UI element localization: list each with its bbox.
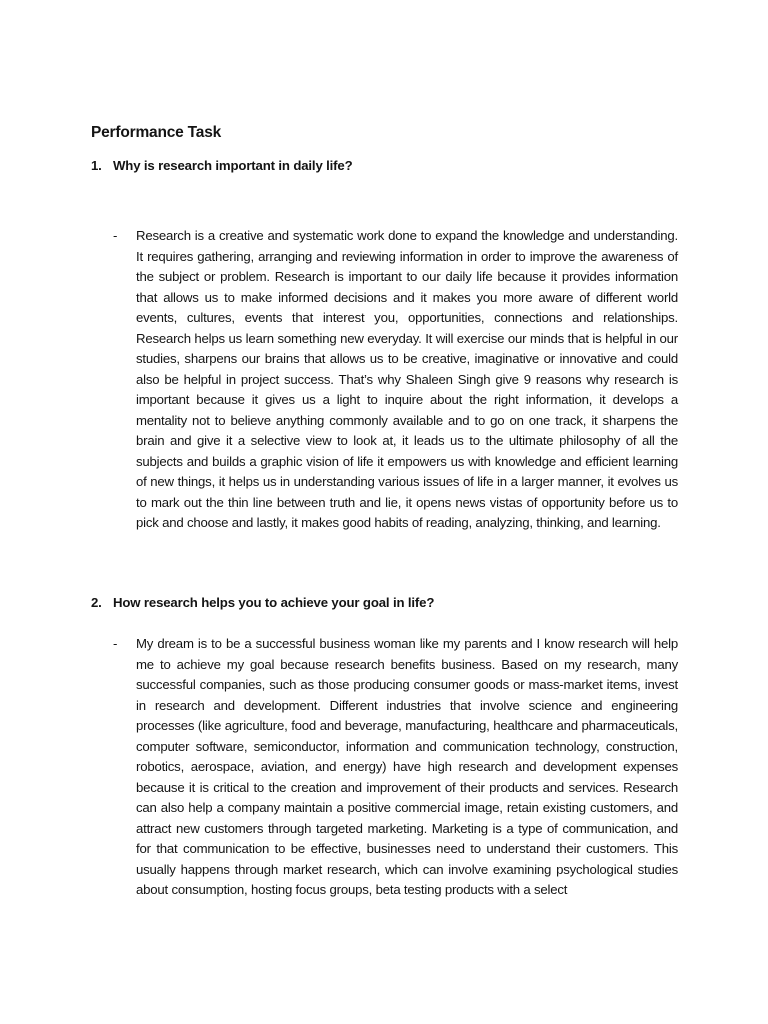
answer-2	[113, 634, 678, 901]
question-1	[91, 158, 353, 173]
question-text: Why is research important in daily life?	[113, 158, 353, 173]
question-number: 1.	[91, 158, 102, 173]
question-2	[91, 595, 434, 610]
question-text: How research helps you to achieve your goal in life?	[113, 595, 435, 610]
answer-1	[113, 226, 678, 534]
question-number: 2.	[91, 595, 102, 610]
answer-paragraph: My dream is to be a successful business woman like my parents and I know research will help me to achieve my goal because research benefits business. Based on my research, many successful companies, such as those producing consumer goods or mass-market items, invest in research and development. Different industries that involve science and engineering processes (like agriculture, food and beverage, manufacturing, healthcare and pharmaceuticals, computer software, semiconductor, information and communication technology, construction, robotics, aerospace, aviation, and energy) have high research and development expenses because it is critical to the creation and improvement of their products and services. Research can also help a company maintain a positive commercial image, retain existing customers, and attract new customers through targeted marketing. Marketing is a type of communication, and for that communication to be effective, businesses need to understand their customers. This usually happens through market research, which can involve examining psychological studies about consumption, hosting focus groups, beta testing products with a select	[136, 636, 678, 897]
bullet-dash: -	[113, 636, 118, 651]
bullet-dash: -	[113, 228, 118, 243]
answer-paragraph: Research is a creative and systematic work done to expand the knowledge and understanding. It requires gathering, arranging and reviewing information in order to improve the awareness of the subject or problem. Research is important to our daily life because it provides information that allows us to make informed decisions and it makes you more aware of different world events, cultures, events that interest you, opportunities, connections and relationships. Research helps us learn something new everyday. It will exercise our minds that is helpful in our studies, sharpens our brains that allows us to be creative, imaginative or innovative and could also be helpful in project success. That’s why Shaleen Singh give 9 reasons why research is important because it gives us a light to inquire about the right information, it develops a mentality not to believe anything commonly available and to go on one track, it sharpens the brain and give it a selective view to look at, it leads us to the ultimate philosophy of all the subjects and builds a graphic vision of life it empowers us with knowledge and efficient learning of new things, it helps us in understanding various issues of life in a larger manner, it evolves us to mark out the thin line between truth and lie, it opens news vistas of opportunity before us to pick and choose and lastly, it makes good habits of reading, analyzing, thinking, and learning.	[136, 228, 678, 530]
page-title: Performance Task	[91, 124, 222, 141]
